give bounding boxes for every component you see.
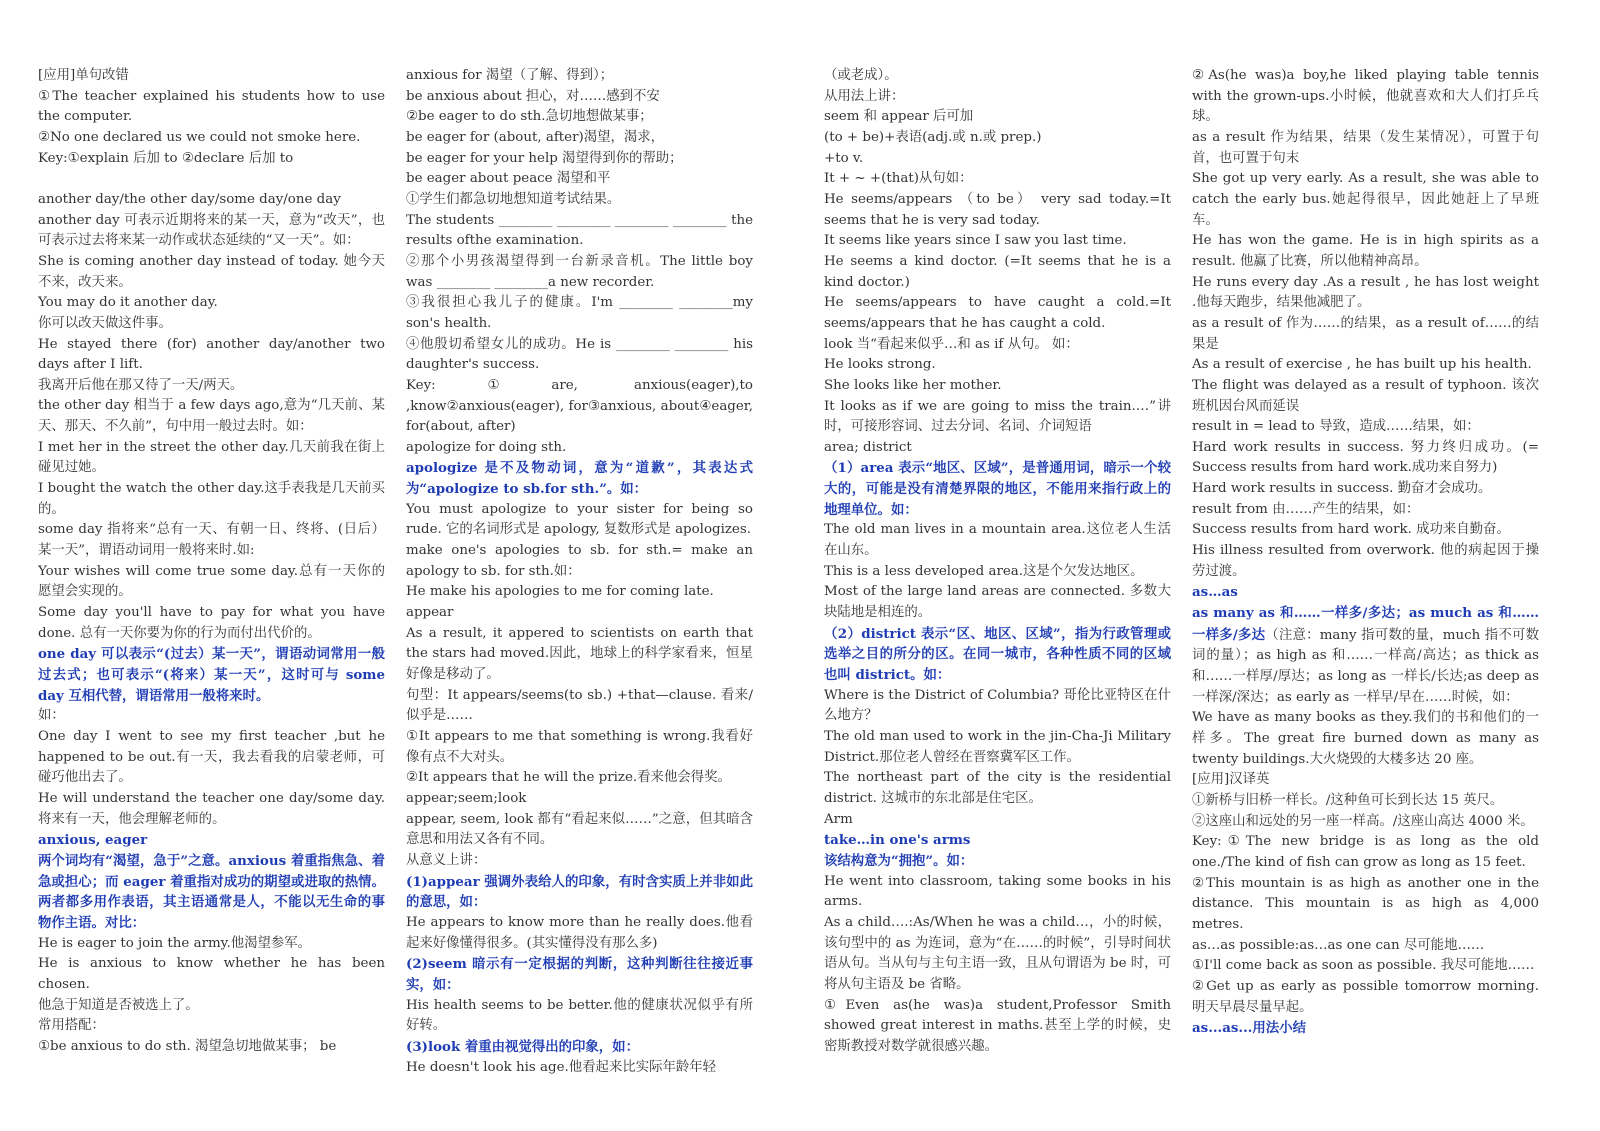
- text-line: Some day you'll have to pay for what you have done. 总有一天你要为你的行为而付出代价的。: [38, 605, 385, 641]
- text-line: He will understand the teacher one day/some day.将来有一天，他会理解老师的。: [38, 790, 385, 827]
- text-line: The northeast part of the city is the residential district. 这城市的东北部是住宅区。: [824, 770, 1171, 806]
- text-line: He has won the game. He is in high spirits as a result. 他赢了比赛，所以他精神高昂。: [1192, 233, 1539, 269]
- text-line: the other day 相当于 a few days ago,意为“几天前、某天、那天、不久前”，句中用一般过去时。如：: [38, 398, 385, 435]
- text-line: He is eager to join the army.他渴望参军。: [38, 935, 312, 951]
- text-line: [38, 169, 385, 190]
- text-line: Key:①The new bridge is as long as the old one./The kind of fish can grow as long as 15 feet.: [1192, 834, 1539, 870]
- text-line: This is a less developed area.这是个欠发达地区。: [824, 563, 1144, 579]
- emphasis-text: as many as 和……一样多/多达；as much as 和……一样多/多达: [1192, 605, 1539, 643]
- text-line: ②As(he was)a boy,he liked playing table tennis with the grown-ups.小时候，他就喜欢和大人们打乒乓球。: [1192, 68, 1539, 125]
- text-line: be eager for (about, after)渴望，渴求，: [406, 129, 665, 145]
- text-line: Most of the large land areas are connected. 多数大块陆地是相连的。: [824, 584, 1171, 621]
- text-line: He appears to know more than he really does.他看起来好像懂得很多。(其实懂得没有那么多): [406, 914, 753, 951]
- text-line: appear, seem, look 都有“看起来似……”之意，但其暗含意思和用法又各有不同。: [406, 811, 753, 848]
- text-line: take…in one's arms: [824, 832, 971, 849]
- column-2: [406, 66, 753, 1078]
- text-line: some day 指将来“总有一天、有朝一日、终将、(日后）某一天”，谓语动词用一般将来时.如:: [38, 522, 385, 559]
- text-line: ②It appears that he will the prize.看来他会得奖。: [406, 770, 731, 786]
- text-line: as...as...用法小结: [1192, 1020, 1306, 1037]
- text-line: He seems/appears to have caught a cold.=It seems/appears that he has caught a cold.: [824, 295, 1171, 331]
- text-line: be eager for your help 渴望得到你的帮助；: [406, 150, 683, 166]
- text-line: appear: [406, 605, 454, 621]
- text-line: apologize for doing sth.: [406, 439, 567, 455]
- text-line: 两个词均有“渴望，急于”之意。anxious 着重指焦急、着急或担心；而 eager 着重指对成功的期望或进取的热情。两者都多用作表语，其主语通常是人，不能以无生命的事物作主语。对比：: [38, 852, 385, 931]
- text-line: [应用]汉译英: [1192, 772, 1270, 788]
- text-line: ②This mountain is as high as another one in the distance. This mountain is as high as 4,000 metres.: [1192, 875, 1539, 932]
- column-4: [1192, 66, 1539, 1039]
- text-line: (3)look 着重由视觉得出的印象，如：: [406, 1038, 639, 1055]
- text-line: 我离开后他在那又待了一天/两天。: [38, 377, 244, 393]
- text-line: Where is the District of Columbia? 哥伦比亚特区在什么地方？: [824, 687, 1171, 724]
- text-line: seem 和 appear 后可加: [824, 109, 974, 125]
- text-line: 你可以改天做这件事。: [38, 315, 172, 331]
- text-line: another day 可表示近期将来的某一天，意为“改天”，也可表示过去将来某一动作或状态延续的“又一天”。如：: [38, 212, 385, 249]
- text-line: ④他殷切希望女儿的成功。He is ________ ________ his daughter's success.: [406, 336, 753, 373]
- text-line: as a result 作为结果，结果（发生某情况），可置于句首，也可置于句末: [1192, 129, 1539, 166]
- text-line: ①I'll come back as soon as possible. 我尽可能地……: [1192, 958, 1535, 974]
- text-line: result in = lead to 导致，造成……结果，如：: [1192, 419, 1480, 435]
- text-line: His illness resulted from overwork. 他的病起因于操劳过渡。: [1192, 543, 1539, 579]
- text-line: ①新桥与旧桥一样长。/这种鱼可长到长达 15 英尺。: [1192, 792, 1504, 808]
- text-line: It seems like years since I saw you last time.: [824, 233, 1127, 249]
- text-line: [应用]单句改错: [38, 68, 129, 83]
- text-line: make one's apologies to sb. for sth.= make an apology to sb. for sth.如：: [406, 543, 753, 579]
- text-line: apologize 是不及物动词，意为“道歉”，其表达式为“apologize to sb.for sth.”。如：: [406, 460, 753, 498]
- text-line: The old man used to work in the jin-Cha-Ji Military District.那位老人曾经在晋察冀军区工作。: [824, 729, 1171, 765]
- text-line: 从意义上讲：: [406, 852, 487, 868]
- text-line: anxious, eager: [38, 832, 148, 849]
- text-line: (to + be)+表语(adj.或 n.或 prep.): [824, 129, 1042, 145]
- text-line: He went into classroom, taking some books in his arms.: [824, 873, 1171, 910]
- plain-text: （注意：many 指可数的量，much 指不可数词的量）；as high as 和……一样高/高达；as thick as 和……一样厚/厚达；as long as 一样长/长达;as deep as 一样深/深达；as early as 一样早/早在……时候，如：: [1192, 627, 1539, 705]
- text-line: (2)seem 暗示有一定根据的判断，这种判断往往接近事实，如：: [406, 956, 753, 993]
- text-line: be eager about peace 渴望和平: [406, 171, 611, 187]
- text-line: （2）district 表示“区、地区、区域”，指为行政管理或选举之目的所分的区。在同一城市，各种性质不同的区域也叫 district。如：: [824, 625, 1171, 684]
- text-line: ①The teacher explained his students how to use the computer.: [38, 88, 385, 125]
- text-line: 他急于知道是否被选上了。: [38, 997, 199, 1013]
- text-line: As a result of exercise , he has built up his health.: [1192, 357, 1532, 373]
- text-line: 该结构意为“拥抱”。如：: [824, 852, 974, 869]
- text-line: ②那个小男孩渴望得到一台新录音机。The little boy was ________ ________a new recorder.: [406, 253, 753, 290]
- text-line: ①be anxious to do sth. 渴望急切地做某事； be: [38, 1038, 337, 1054]
- text-line: We have as many books as they.我们的书和他们的一样多。The great fire burned down as many as twenty buildings.大火烧毁的大楼多达 20 座。: [1192, 710, 1539, 767]
- text-line: （1）area 表示“地区、区域”，是普通用词，暗示一个较大的，可能是没有清楚界限的地区，不能用来指行政上的地理单位。如：: [824, 460, 1171, 518]
- text-line: You may do it another day.: [38, 295, 218, 311]
- text-line: It + ~ +(that)从句如：: [824, 171, 973, 187]
- text-line: He runs every day .As a result , he has lost weight .他每天跑步，结果他减肥了。: [1192, 274, 1539, 311]
- text-line: She got up very early. As a result, she was able to catch the early bus.她起得很早，因此她赶上了早班车。: [1192, 171, 1539, 228]
- text-line: ②No one declared us we could not smoke here.: [38, 129, 361, 145]
- text-line: Success results from hard work. 成功来自勤奋。: [1192, 522, 1510, 538]
- text-line: ②Get up as early as possible tomorrow morning. 明天早晨尽量早起。: [1192, 978, 1539, 1015]
- text-line: ③我很担心我儿子的健康。I'm ________ ________my son's health.: [406, 295, 753, 331]
- text-line: +to v.: [824, 150, 864, 166]
- text-line: As a child….:As/When he was a child…，小的时候，该句型中的 as 为连词，意为“在……的时候”，引导时间状语从句。当从句与主句主语一致，且从句谓语为 be 时，可将从句主语及 be 省略。: [824, 914, 1171, 992]
- text-line: As a result, it appered to scientists on earth that the stars had moved.因此，地球上的科学家看来，恒星好像是移动了。: [406, 625, 753, 683]
- text-line: 如：: [38, 708, 65, 724]
- text-line: ①Even as(he was)a student,Professor Smith showed great interest in maths.甚至上学的时候，史密斯教授对数学就很感兴趣。: [824, 997, 1171, 1054]
- text-line: Arm: [824, 811, 853, 827]
- text-line: It looks as if we are going to miss the train.…”讲时，可接形容词、过去分词、名词、介词短语: [824, 398, 1171, 435]
- text-line: area; district: [824, 439, 912, 455]
- text-line: Your wishes will come true some day.总有一天你的愿望会实现的。: [38, 563, 385, 600]
- text-line: He seems a kind doctor. (=It seems that he is a kind doctor.): [824, 253, 1171, 290]
- text-line: He looks strong.: [824, 357, 936, 373]
- text-line: as…as: [1192, 584, 1238, 601]
- text-line: as…as possible:as…as one can 尽可能地……: [1192, 937, 1485, 953]
- text-line: 句型：It appears/seems(to sb.) +that—clause. 看来/似乎是……: [406, 687, 753, 724]
- text-line: (1)appear 强调外表给人的印象，有时含实质上并非如此的意思，如：: [406, 873, 753, 911]
- text-line: Key:①are, anxious(eager),to ,know②anxious(eager), for③anxious, about④eager, for(about, after): [406, 377, 753, 435]
- text-line: Hard work results in success. 勤奋才会成功。: [1192, 481, 1492, 497]
- text-line: look 当“看起来似乎…和 as if 从句。 如：: [824, 336, 1079, 352]
- text-line: The flight was delayed as a result of typhoon. 该次班机因台风而延误: [1192, 377, 1539, 414]
- text-line: [1192, 603, 1539, 708]
- text-line: He seems/appears （to be） very sad today.=It seems that he is very sad today.: [824, 191, 1171, 228]
- column-3: [824, 66, 1171, 1058]
- text-line: ②这座山和远处的另一座一样高。/这座山高达 4000 米。: [1192, 813, 1534, 829]
- text-line: anxious for 渴望（了解、得到）；: [406, 68, 614, 83]
- text-line: another day/the other day/some day/one day: [38, 191, 341, 207]
- text-line: He make his apologies to me for coming late.: [406, 584, 714, 600]
- text-line: one day 可以表示“(过去）某一天”，谓语动词常用一般过去式；也可表示“(将来）某一天”，这时可与 some day 互相代替，谓语常用一般将来时。: [38, 646, 385, 704]
- text-line: 从用法上讲：: [824, 88, 905, 104]
- text-line: Key:①explain 后加 to ②declare 后加 to: [38, 150, 294, 166]
- text-line: One day I went to see my first teacher ,but he happened to be out.有一天，我去看我的启蒙老师，可碰巧他出去了。: [38, 728, 385, 786]
- text-line: ①It appears to me that something is wrong.我看好像有点不大对头。: [406, 729, 753, 765]
- text-line: ②be eager to do sth.急切地想做某事；: [406, 109, 653, 125]
- text-line: He is anxious to know whether he has been chosen.: [38, 956, 385, 992]
- text-line: His health seems to be better.他的健康状况似乎有所好转。: [406, 997, 753, 1034]
- text-line: She is coming another day instead of today. 她今天不来，改天来。: [38, 253, 385, 290]
- text-line: result from 由……产生的结果，如：: [1192, 501, 1420, 517]
- text-line: be anxious about 担心，对……感到不安: [406, 88, 660, 104]
- text-line: 常用搭配：: [38, 1018, 105, 1034]
- text-line: appear;seem;look: [406, 790, 527, 806]
- text-line: Hard work results in success. 努力终归成功。(= Success results from hard work.成功来自努力): [1192, 439, 1539, 476]
- text-line: The students ________ ________ ________ ________ the results ofthe examination.: [406, 212, 753, 249]
- text-line: ①学生们都急切地想知道考试结果。: [406, 191, 621, 207]
- text-line: He stayed there (for) another day/another two days after I lift.: [38, 336, 385, 373]
- text-line: I bought the watch the other day.这手表我是几天前买的。: [38, 481, 385, 517]
- text-line: I met her in the street the other day.几天前我在街上碰见过她。: [38, 439, 385, 476]
- text-line: You must apologize to your sister for being so rude. 它的名词形式是 apology, 复数形式是 apologizes.: [406, 501, 753, 538]
- text-line: （或老成）。: [824, 68, 898, 83]
- text-line: She looks like her mother.: [824, 377, 1002, 393]
- text-line: The old man lives in a mountain area.这位老人生活在山东。: [824, 522, 1171, 559]
- text-line: as a result of 作为……的结果，as a result of……的结果是: [1192, 315, 1539, 352]
- text-line: He doesn't look his age.他看起来比实际年龄年轻: [406, 1059, 717, 1075]
- column-1: [38, 66, 385, 1057]
